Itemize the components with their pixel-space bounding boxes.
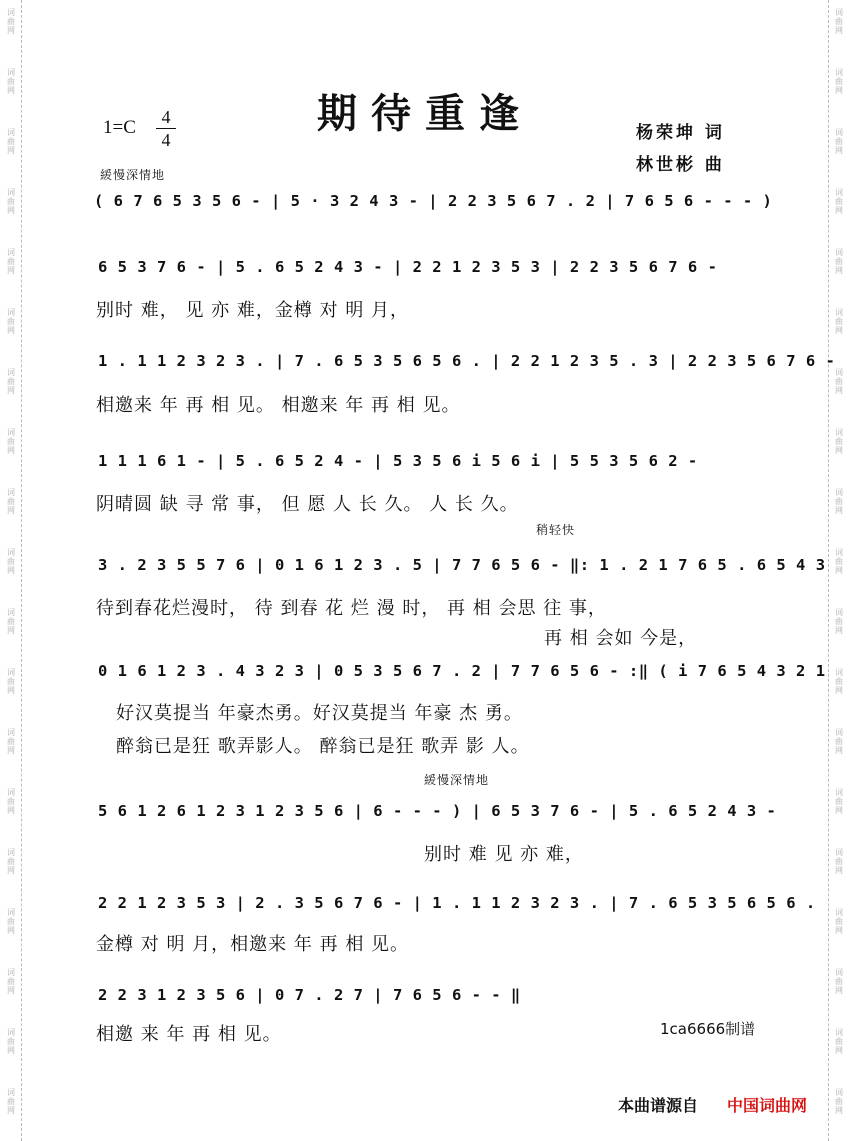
side-watermark-mark: 词 曲 网: [7, 128, 15, 155]
tempo-mark-faster: 稍轻快: [536, 523, 576, 537]
score-system-1: ( 6 7 6 5 3 5 6 - | 5 · 3 2 4 3 - | 2 2 3 5 6 7 . 2 | 7 6 5 6 - - - ): [94, 192, 773, 210]
composer-credit: 林世彬 曲: [636, 155, 725, 175]
side-watermark-mark: 词 曲 网: [7, 68, 15, 95]
side-watermark-mark: 词 曲 网: [7, 548, 15, 575]
side-watermark-mark: 词 曲 网: [835, 908, 843, 935]
score-system-2: 6 5 3 7 6 - | 5 . 6 5 2 4 3 - | 2 2 1 2 3 5 3 | 2 2 3 5 6 7 6 -: [98, 258, 718, 276]
side-watermark-mark: 词 曲 网: [835, 368, 843, 395]
side-watermark-mark: 词 曲 网: [7, 8, 15, 35]
side-watermark-mark: 词 曲 网: [835, 548, 843, 575]
lyrics-line: 别时 难， 见 亦 难，金樽 对 明 月，: [96, 300, 410, 321]
score-system-6: 0 1 6 1 2 3 . 4 3 2 3 | 0 5 3 5 6 7 . 2 | 7 7 6 5 6 - :‖ ( i 7 6 5 4 3 2 1: [98, 662, 826, 680]
score-system-7: 5 6 1 2 6 1 2 3 1 2 3 5 6 | 6 - - - ) | 6 5 3 7 6 - | 5 . 6 5 2 4 3 -: [98, 802, 777, 820]
side-watermark-mark: 词 曲 网: [835, 1028, 843, 1055]
side-watermark-mark: 词 曲 网: [7, 668, 15, 695]
side-watermark-mark: 词 曲 网: [835, 608, 843, 635]
score-system-9: 2 2 3 1 2 3 5 6 | 0 7 . 2 7 | 7 6 5 6 - - ‖: [98, 986, 521, 1004]
side-watermark-mark: 词 曲 网: [7, 1028, 15, 1055]
footer-source: 本曲谱源自: [618, 1096, 699, 1115]
side-watermark-mark: 词 曲 网: [7, 308, 15, 335]
side-watermark-mark: 词 曲 网: [7, 368, 15, 395]
engraver-credit: 1ca6666制谱: [660, 1020, 756, 1038]
lyrics-line: 相邀来 年 再 相 见。 相邀来 年 再 相 见。: [96, 395, 461, 416]
side-watermark-mark: 词 曲 网: [835, 428, 843, 455]
side-watermark-mark: 词 曲 网: [835, 308, 843, 335]
side-watermark-mark: 词 曲 网: [7, 428, 15, 455]
side-watermark-mark: 词 曲 网: [835, 488, 843, 515]
side-watermark-mark: 词 曲 网: [7, 968, 15, 995]
score-system-5: 3 . 2 3 5 5 7 6 | 0 1 6 1 2 3 . 5 | 7 7 6 5 6 - ‖: 1 . 2 1 7 6 5 . 6 5 4 3: [98, 556, 826, 574]
side-watermark-mark: 词 曲 网: [835, 1088, 843, 1115]
time-signature-top: 4: [161, 107, 171, 127]
side-watermark-mark: 词 曲 网: [835, 788, 843, 815]
lyrics-line-verse-2: 醉翁已是狂 歌弄影人。 醉翁已是狂 歌弄 影 人。: [116, 736, 530, 757]
side-watermark-mark: 词 曲 网: [835, 848, 843, 875]
time-signature-bottom: 4: [156, 128, 176, 151]
lyrics-line: 好汉莫提当 年豪杰勇。好汉莫提当 年豪 杰 勇。: [116, 703, 523, 724]
footer-site-link[interactable]: 中国词曲网: [727, 1096, 808, 1115]
side-watermark-mark: 词 曲 网: [7, 788, 15, 815]
time-signature: [156, 106, 176, 151]
score-system-8: 2 2 1 2 3 5 3 | 2 . 3 5 6 7 6 - | 1 . 1 1 2 3 2 3 . | 7 . 6 5 3 5 6 5 6 .: [98, 894, 816, 912]
lyrics-line: 金樽 对 明 月，相邀来 年 再 相 见。: [96, 934, 410, 955]
lyrics-line: 待到春花烂漫时， 待 到春 花 烂 漫 时， 再 相 会思 往 事，: [96, 598, 607, 619]
side-watermark-mark: 词 曲 网: [7, 728, 15, 755]
score-system-4: 1 1 1 6 1 - | 5 . 6 5 2 4 - | 5 3 5 6 i 5 6 i | 5 5 3 5 6 2 -: [98, 452, 698, 470]
side-watermark-mark: 词 曲 网: [835, 68, 843, 95]
side-watermark-mark: 词 曲 网: [7, 848, 15, 875]
side-watermark-mark: 词 曲 网: [7, 608, 15, 635]
lyrics-line: 相邀 来 年 再 相 见。: [96, 1024, 282, 1045]
song-title: 期待重逢: [317, 91, 533, 137]
side-watermark-mark: 词 曲 网: [835, 968, 843, 995]
side-watermark-mark: 词 曲 网: [835, 248, 843, 275]
key-signature: 1=C: [103, 117, 136, 138]
score-system-3: 1 . 1 1 2 3 2 3 . | 7 . 6 5 3 5 6 5 6 . | 2 2 1 2 3 5 . 3 | 2 2 3 5 6 7 6 -: [98, 352, 836, 370]
tempo-mark-return: 緩慢深情地: [424, 773, 490, 787]
lyrics-line: 别时 难 见 亦 难，: [424, 844, 584, 865]
lyrics-line: 阴晴圆 缺 寻 常 事， 但 愿 人 长 久。 人 长 久。: [96, 494, 519, 515]
side-watermark-mark: 词 曲 网: [835, 128, 843, 155]
side-watermark-mark: 词 曲 网: [7, 488, 15, 515]
side-watermark-mark: 词 曲 网: [835, 8, 843, 35]
side-watermark-mark: 词 曲 网: [7, 248, 15, 275]
side-watermark-mark: 词 曲 网: [7, 1088, 15, 1115]
side-watermark-mark: 词 曲 网: [835, 728, 843, 755]
lyrics-line-verse-2: 再 相 会如 今是，: [544, 628, 698, 649]
side-watermark-mark: 词 曲 网: [7, 188, 15, 215]
side-watermark-mark: 词 曲 网: [835, 188, 843, 215]
tempo-mark-start: 緩慢深情地: [100, 168, 166, 182]
side-watermark-mark: 词 曲 网: [835, 668, 843, 695]
side-watermark-mark: 词 曲 网: [7, 908, 15, 935]
lyricist-credit: 杨荣坤 词: [636, 123, 725, 143]
